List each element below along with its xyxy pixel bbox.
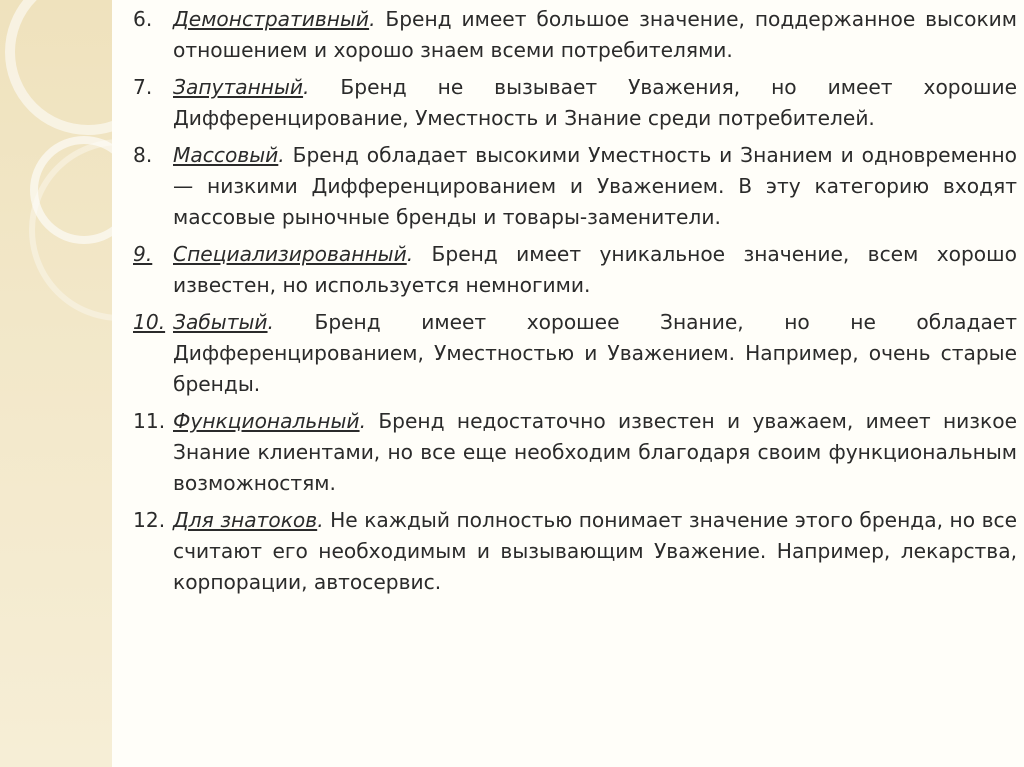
item-text: Бренд обладает высокими Уместность и Знанием и одновременно — низкими Дифференцированием и Уважением. В эту категорию входят массовые рыночные бренды и товары-заменители. [173, 143, 1017, 229]
list-item [133, 4, 1017, 66]
list-item [133, 406, 1017, 499]
item-number: 11. [133, 409, 166, 433]
item-term: Забытый [173, 310, 268, 334]
list-item [133, 140, 1017, 233]
list-item [133, 307, 1017, 400]
item-text: Бренд имеет уникальное значение, всем хорошо известен, но используется немногими. [173, 242, 1017, 297]
item-term: Массовый [173, 143, 279, 167]
item-body: Демонстративный. Бренд имеет большое значение, поддержанное высоким отношением и хорошо знаем всеми потребителями. [173, 7, 1017, 62]
item-text: Бренд имеет большое значение, поддержанное высоким отношением и хорошо знаем всеми потребителями. [173, 7, 1017, 62]
item-body: Специализированный. Бренд имеет уникальное значение, всем хорошо известен, но используется немногими. [173, 242, 1017, 297]
item-term: Для знатоков [173, 508, 318, 532]
item-term: Запутанный [173, 75, 304, 99]
decorative-circles-icon [0, 0, 112, 767]
item-body: Функциональный. Бренд недостаточно известен и уважаем, имеет низкое Знание клиентами, но все еще необходим благодаря своим функциональным возможностям. [173, 409, 1017, 495]
content-list [133, 4, 1017, 604]
item-text: Не каждый полностью понимает значение этого бренда, но все считают его необходимым и вызывающим Уважение. Например, лекарства, корпорации, автосервис. [173, 508, 1018, 594]
item-body: Массовый. Бренд обладает высокими Уместность и Знанием и одновременно — низкими Дифференцированием и Уважением. В эту категорию входят массовые рыночные бренды и товары-заменители. [173, 143, 1017, 229]
item-term: Демонстративный [173, 7, 370, 31]
list-item [133, 239, 1017, 301]
item-term: Функциональный [173, 409, 360, 433]
item-body: Для знатоков. Не каждый полностью понимает значение этого бренда, но все считают его необходимым и вызывающим Уважение. Например, лекарства, корпорации, автосервис. [173, 508, 1018, 594]
item-body: Запутанный. Бренд не вызывает Уважения, но имеет хорошие Дифференцирование, Уместность и Знание среди потребителей. [173, 75, 1017, 130]
list-item [133, 72, 1017, 134]
item-number: 8. [133, 143, 153, 167]
item-text: Бренд недостаточно известен и уважаем, имеет низкое Знание клиентами, но все еще необходим благодаря своим функциональным возможностям. [173, 409, 1017, 495]
item-number: 10. [133, 310, 166, 334]
decorative-side-band [0, 0, 112, 767]
item-number: 12. [133, 508, 166, 532]
list-item [133, 505, 1017, 598]
item-body: Забытый. Бренд имеет хорошее Знание, но не обладает Дифференцированием, Уместностью и Уважением. Например, очень старые бренды. [173, 310, 1017, 396]
item-text: Бренд имеет хорошее Знание, но не обладает Дифференцированием, Уместностью и Уважением. Например, очень старые бренды. [173, 310, 1017, 396]
item-text: Бренд не вызывает Уважения, но имеет хорошие Дифференцирование, Уместность и Знание среди потребителей. [173, 75, 1017, 130]
item-number: 9. [133, 242, 153, 266]
item-number: 6. [133, 7, 153, 31]
item-number: 7. [133, 75, 153, 99]
item-term: Специализированный [173, 242, 407, 266]
